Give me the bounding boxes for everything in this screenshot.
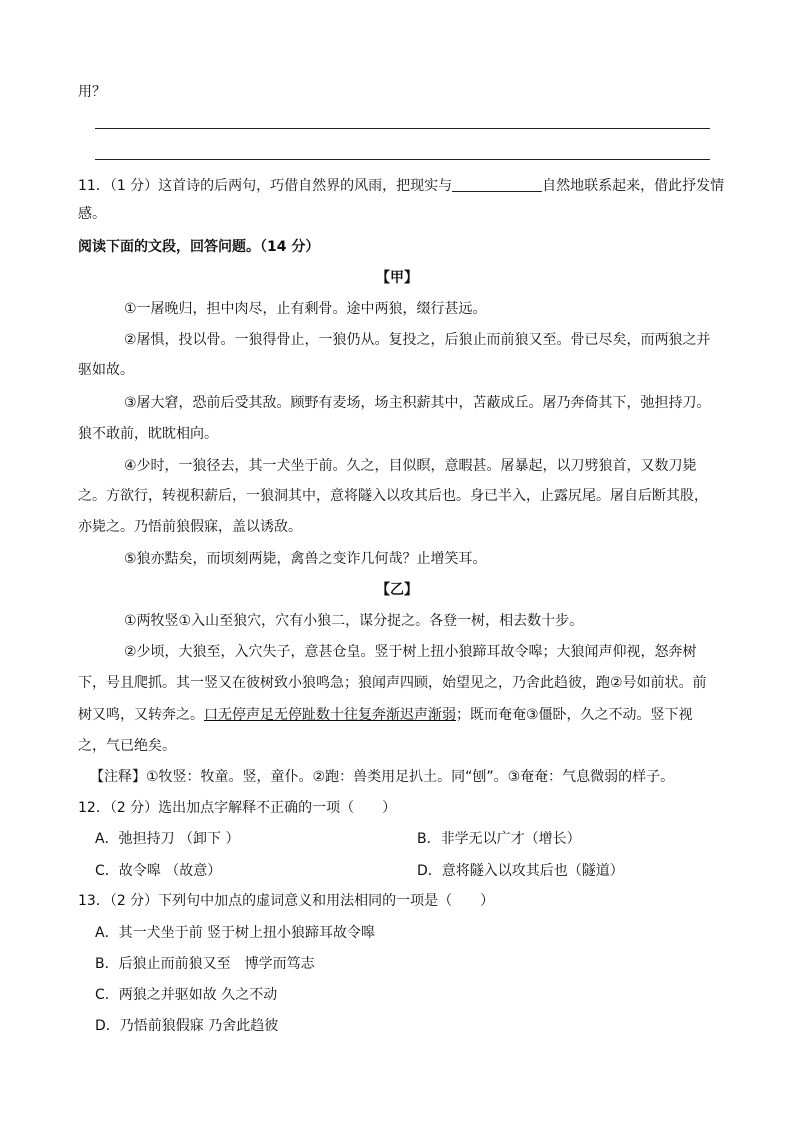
q12-stem: 12．（2 分）选出加点字解释不正确的一项（ ） [78, 800, 397, 816]
q11-text-before: 11．（1 分）这首诗的后两句，巧借自然界的风雨，把现实与 [78, 178, 453, 194]
yi-p2-line3-plain: 树又鸣，又转奔之。 [78, 707, 204, 723]
q10-tail: 用？ [78, 84, 106, 100]
jia-p2-line2: 驱如故。 [78, 362, 134, 378]
q12-option-c: C．故令嗥 （故意） [95, 863, 222, 879]
jia-p3-line1: ③屠大窘，恐前后受其敌。顾野有麦场，场主积薪其中，苫蔽成丘。屠乃奔倚其下，弛担持刀。 [124, 395, 711, 411]
q13-stem: 13．（2 分）下列句中加点的虚词意义和用法相同的一项是（ ） [78, 893, 495, 909]
answer-line-1 [95, 128, 710, 129]
yi-underlined-sentence: 口无停声足无停趾数十往复奔渐迟声渐弱 [204, 707, 456, 723]
jia-p2-line1: ②屠惧，投以骨。一狼得骨止，一狼仍从。复投之，后狼止而前狼又至。骨已尽矣，而两狼之并 [124, 332, 711, 348]
yi-p2-line3 [78, 708, 693, 722]
yi-p1: ①两牧竖①入山至狼穴，穴有小狼二，谋分捉之。各登一树，相去数十步。 [124, 613, 584, 629]
q12-option-a: A．弛担持刀 （卸下 ） [95, 831, 240, 847]
q12-option-b: B．非学无以广才（增长） [417, 831, 581, 847]
jia-p4-line1: ④少时，一狼径去，其一犬坐于前。久之，目似瞑，意暇甚。屠暴起，以刀劈狼首，又数刀毙 [124, 458, 697, 474]
jia-p5: ⑤狼亦黠矣，而顷刻两毙，禽兽之变诈几何哉？止增笑耳。 [124, 551, 487, 567]
yi-p2-line1: ②少顷，大狼至，入穴失子，意甚仓皇。竖于树上扭小狼蹄耳故令嗥；大狼闻声仰视，怒奔树 [124, 644, 697, 660]
q13-option-d: D．乃悟前狼假寐 乃舍此趋彼 [95, 1018, 279, 1034]
yi-p2-line2: 下，号且爬抓。其一竖又在彼树致小狼鸣急；狼闻声四顾，始望见之，乃舍此趋彼，跑②号如前状。前 [78, 675, 707, 691]
q11-text-after: 自然地联系起来，借此抒发情 [542, 178, 725, 194]
section-jia-title: 【甲】 [376, 270, 418, 286]
section-yi-title: 【乙】 [376, 582, 418, 598]
jia-p4-line3: 亦毙之。乃悟前狼假寐，盖以诱敌。 [78, 519, 302, 535]
jia-p3-line2: 狼不敢前，眈眈相向。 [78, 426, 218, 442]
q11-line2: 感。 [78, 206, 106, 222]
q12-option-d: D．意将隧入以攻其后也（隧道） [417, 863, 624, 879]
q13-option-a: A．其一犬坐于前 竖于树上扭小狼蹄耳故令嗥 [95, 925, 376, 941]
jia-p1: ①一屠晚归，担中肉尽，止有剩骨。途中两狼，缀行甚远。 [124, 301, 487, 317]
jia-p4-line2: 之。方欲行，转视积薪后，一狼洞其中，意将隧入以攻其后也。身已半入，止露尻尾。屠自后断其股， [78, 488, 708, 504]
yi-p2-line3-rest: ；既而奄奄③僵卧，久之不动。竖下视 [456, 707, 693, 723]
q13-option-b: B．后狼止而前狼又至 博学而笃志 [95, 956, 315, 972]
reading-instruction: 阅读下面的文段，回答问题。（14 分） [78, 239, 320, 255]
q11-blank [452, 177, 542, 192]
annotation-notes: 【注释】①牧竖：牧童。竖，童仆。②跑：兽类用足扒土。同“刨”。③奄奄：气息微弱的样子。 [90, 769, 675, 785]
yi-p2-line4: 之，气已绝矣。 [78, 738, 176, 754]
answer-line-2 [95, 159, 710, 160]
q13-option-c: C．两狼之并驱如故 久之不动 [95, 987, 278, 1003]
q11-line1 [78, 177, 724, 193]
